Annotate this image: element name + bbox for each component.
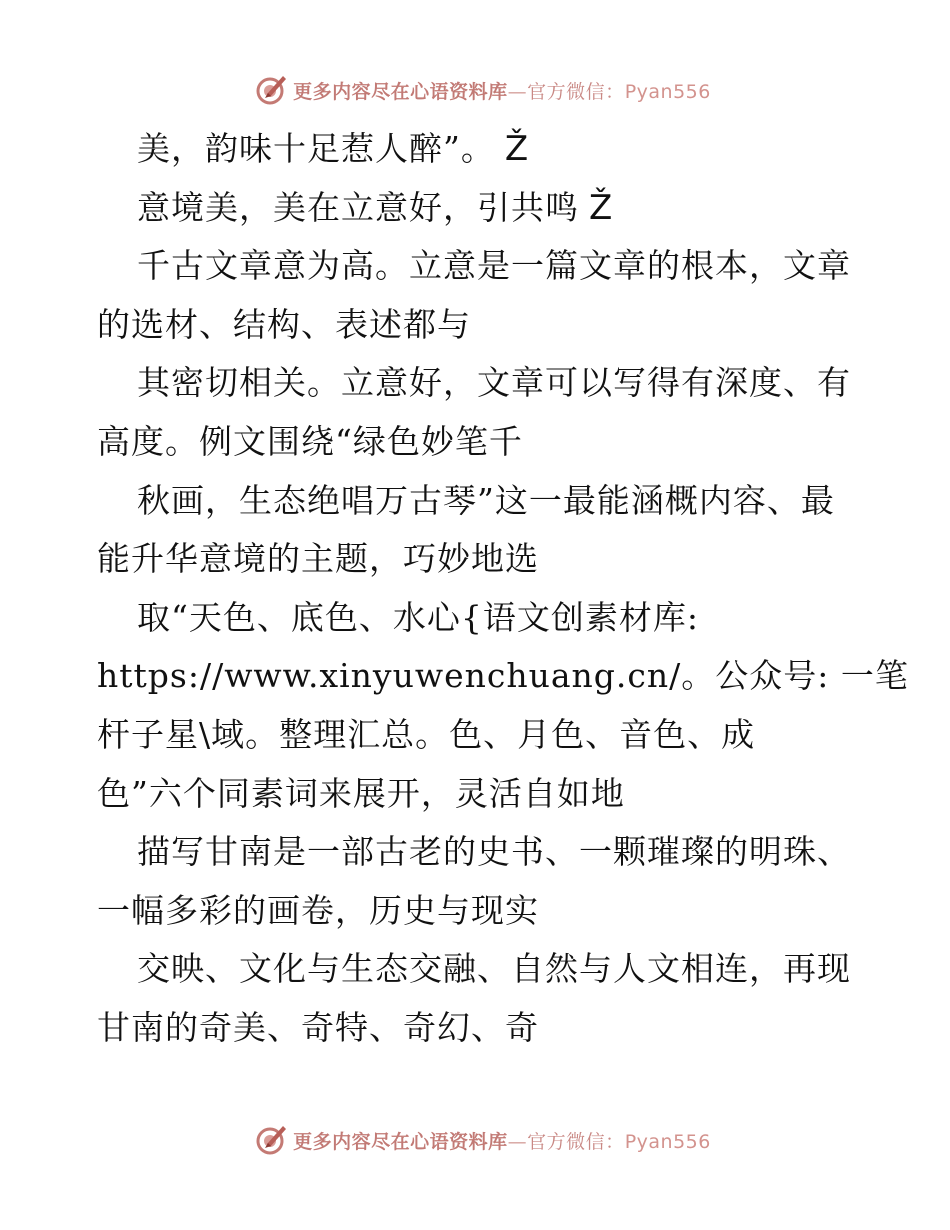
footer-watermark-text (293, 1127, 711, 1154)
quill-logo-icon (253, 72, 289, 108)
text-line: 甘南的奇美、奇特、奇幻、奇 (97, 1007, 539, 1047)
header-watermark-text (293, 77, 711, 104)
text-line: 其密切相关。立意好，文章可以写得有深度、有 (137, 363, 851, 403)
text-line: 千古文章意为高。立意是一篇文章的根本，文章 (137, 246, 851, 286)
text-line: 高度。例文围绕“绿色妙笔千 (97, 421, 523, 461)
text-line: https://www.xinyuwenchuang.cn/。公众号: 一笔 (97, 656, 909, 696)
text-line: 色”六个同素词来展开，灵活自如地 (97, 773, 625, 813)
text-line: 一幅多彩的画卷，历史与现实 (97, 890, 539, 930)
header-watermark-inner (253, 72, 711, 108)
text-line: 秋画，生态绝唱万古琴”这一最能涵概内容、最 (137, 480, 835, 520)
watermark-dash: — (507, 1130, 528, 1153)
text-line: 杆子星\域。整理汇总。色、月色、音色、成 (97, 714, 756, 754)
document-body (97, 120, 909, 1058)
header-watermark (0, 70, 950, 110)
watermark-sub: 官方微信： (527, 80, 625, 103)
watermark-main: 更多内容尽在心语资料库 (293, 1130, 508, 1153)
line-text: 意境美，美在立意好，引共鸣 (137, 187, 579, 227)
footer-watermark-inner (253, 1122, 711, 1158)
text-line: 描写甘南是一部古老的史书、一颗璀璨的明珠、 (137, 832, 851, 872)
line-symbol: Ž (504, 129, 530, 169)
watermark-dash: — (507, 80, 528, 103)
line-text: 美，韵味十足惹人醉”。 (137, 129, 495, 168)
watermark-sub: 官方微信： (527, 1130, 625, 1153)
text-line (97, 179, 857, 238)
footer-watermark (0, 1120, 950, 1160)
text-line: 取“天色、底色、水心{语文创素材库: (137, 597, 699, 637)
quill-logo-icon (253, 1122, 289, 1158)
line-symbol: Ž (589, 187, 614, 228)
text-line: 能升华意境的主题，巧妙地选 (97, 539, 539, 579)
watermark-id: Pyan556 (624, 1130, 711, 1153)
watermark-main: 更多内容尽在心语资料库 (293, 80, 508, 103)
text-line (97, 120, 857, 179)
text-line: 的选材、结构、表述都与 (97, 304, 471, 344)
text-line: 交映、文化与生态交融、自然与人文相连，再现 (137, 949, 851, 989)
watermark-id: Pyan556 (624, 80, 711, 103)
